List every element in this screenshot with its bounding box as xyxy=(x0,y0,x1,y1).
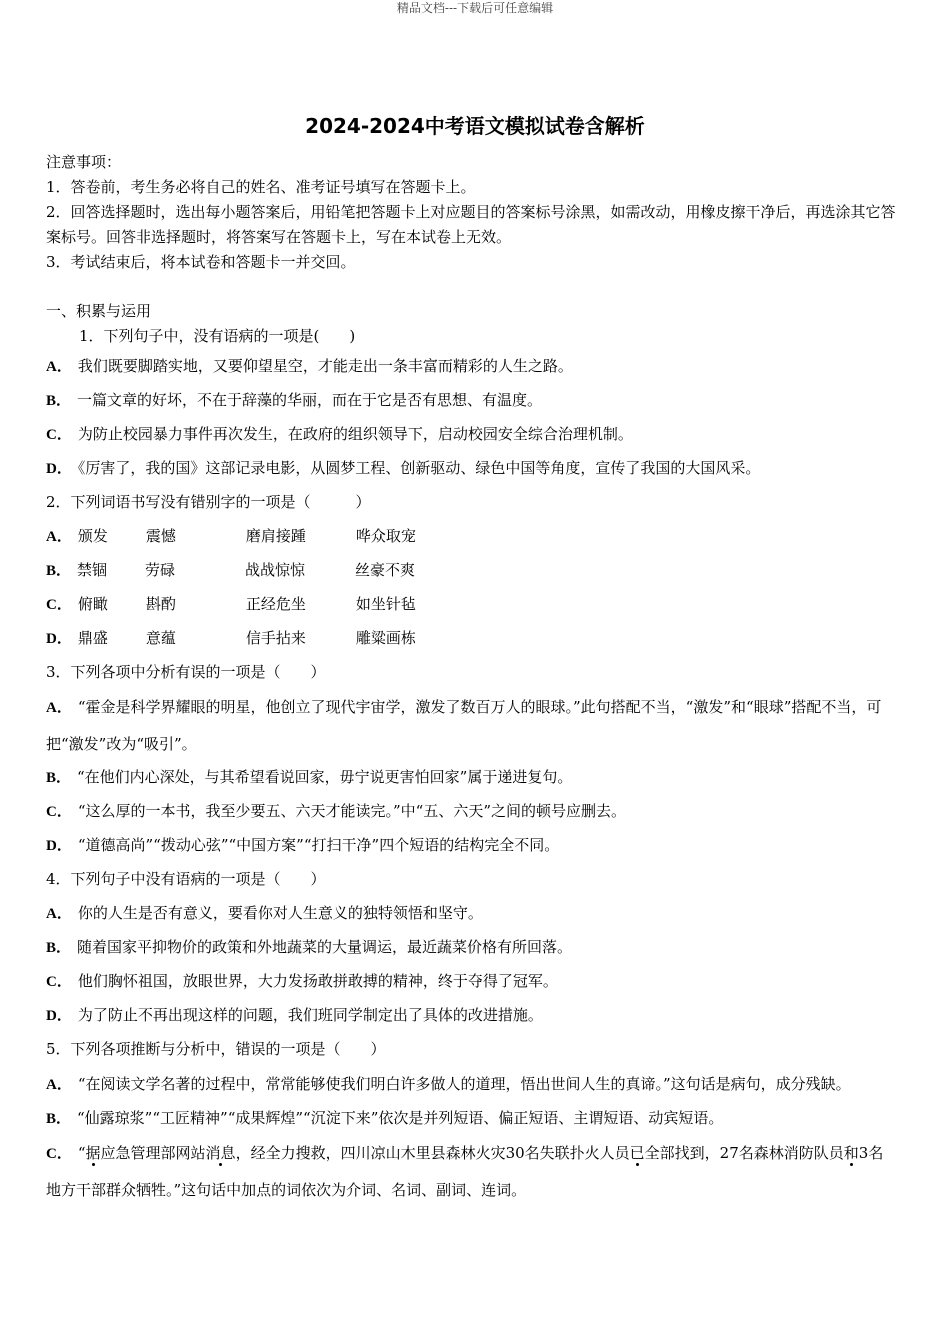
dotted-word: 据 xyxy=(85,1144,101,1162)
option-label: D． xyxy=(46,461,72,477)
word: 斟酌 xyxy=(145,595,176,613)
q4-option-d xyxy=(46,998,896,1032)
q1-option-d xyxy=(46,451,896,485)
option-label: D． xyxy=(46,1008,72,1024)
word: 正经危坐 xyxy=(245,595,306,613)
word: 震憾 xyxy=(145,527,176,545)
q3-option-b xyxy=(46,760,896,794)
document-body xyxy=(46,150,896,1206)
option-text-part: 全部找到，27名森林消防队员 xyxy=(644,1144,844,1162)
q3-option-d xyxy=(46,828,896,862)
page-title: 2024-2024中考语文模拟试卷含解析 xyxy=(305,114,645,138)
option-label: B． xyxy=(46,940,72,956)
option-text: 我们既要脚踏实地，又要仰望星空，才能走出一条丰富而精彩的人生之路。 xyxy=(77,357,573,375)
notice-item-2: 2．回答选择题时，选出每小题答案后，用铅笔把答题卡上对应题目的答案标号涂黑，如需改动，用橡皮擦干净后，再选涂其它答案标号。回答非选择题时，将答案写在答题卡上，写在本试卷上无效。 xyxy=(46,203,896,246)
option-label: A． xyxy=(46,906,72,922)
option-label: A． xyxy=(46,529,72,545)
option-text: 为防止校园暴力事件再次发生，在政府的组织领导下，启动校园安全综合治理机制。 xyxy=(77,425,633,443)
dotted-word: 消息 xyxy=(205,1144,236,1162)
option-text: “这么厚的一本书，我至少要五、六天才能读完。”中“五、六天”之间的顿号应删去。 xyxy=(77,802,627,820)
notice-item-3: 3．考试结束后，将本试卷和答题卡一并交回。 xyxy=(46,253,356,271)
q1-option-a xyxy=(46,349,896,383)
q2-option-a xyxy=(46,519,896,553)
option-label: C． xyxy=(46,427,72,443)
option-label: B． xyxy=(46,393,72,409)
q1-option-b xyxy=(46,383,896,417)
word: 战战惊惊 xyxy=(245,561,306,579)
option-label: C． xyxy=(46,804,72,820)
option-text: “在阅读文学名著的过程中，常常能够使我们明白许多做人的道理，悟出世间人生的真谛。”这句话是病句，成分残缺。 xyxy=(77,1075,851,1093)
q2-option-b xyxy=(46,553,896,587)
option-text: “道德高尚”“拨动心弦”“中国方案”“打扫干净”四个短语的结构完全不同。 xyxy=(77,836,560,854)
dotted-word: 已 xyxy=(629,1144,645,1162)
section-heading: 一、积累与运用 xyxy=(46,302,152,320)
question-5-stem: 5．下列各项推断与分析中，错误的一项是（ ） xyxy=(46,1040,386,1058)
q3-option-a xyxy=(46,689,896,762)
option-text-part: 应急管理部网站 xyxy=(100,1144,206,1162)
option-label: A． xyxy=(46,1077,72,1093)
notice-heading: 注意事项： xyxy=(46,153,122,171)
option-label: A． xyxy=(46,700,72,716)
word: 颁发 xyxy=(77,527,108,545)
dotted-word: 和 xyxy=(843,1144,859,1162)
notice-item-1: 1．答卷前，考生务必将自己的姓名、准考证号填写在答题卡上。 xyxy=(46,178,476,196)
word: 丝豪不爽 xyxy=(355,561,416,579)
option-label: A． xyxy=(46,359,72,375)
option-text-part: “ xyxy=(77,1144,86,1162)
option-text: “霍金是科学界耀眼的明星，他创立了现代宇宙学，激发了数百万人的眼球。”此句搭配不当，“激发”和“眼球”搭配不当，可把“激发”改为“吸引”。 xyxy=(46,698,882,753)
option-label: D． xyxy=(46,631,72,647)
option-label: C． xyxy=(46,974,72,990)
question-1-stem: 1．下列句子中，没有语病的一项是( ) xyxy=(79,327,356,345)
question-2-stem: 2．下列词语书写没有错别字的一项是（ ） xyxy=(46,493,371,511)
q5-option-b xyxy=(46,1101,896,1135)
option-text: 一篇文章的好坏，不在于辞藻的华丽，而在于它是否有思想、有温度。 xyxy=(77,391,543,409)
option-label: C． xyxy=(46,1146,72,1162)
q2-option-c xyxy=(46,587,896,621)
option-text: “仙露琼浆”“工匠精神”“成果辉煌”“沉淀下来”依次是并列短语、偏正短语、主谓短语、动宾短语。 xyxy=(77,1109,724,1127)
q4-option-b xyxy=(46,930,896,964)
option-text-part: 3名地方干部群众牺牲。”这句话中加点的词依次为介词、名词、副词、连词。 xyxy=(46,1144,884,1199)
q4-option-a xyxy=(46,896,896,930)
word: 意蕴 xyxy=(145,629,176,647)
option-label: C． xyxy=(46,597,72,613)
word: 俯瞰 xyxy=(77,595,108,613)
q5-option-a xyxy=(46,1066,896,1103)
q3-option-c xyxy=(46,794,896,828)
word: 劳碌 xyxy=(145,561,176,579)
word: 雕粱画栋 xyxy=(355,629,416,647)
page-header: 精品文档---下载后可任意编辑 xyxy=(396,1,554,15)
option-label: B． xyxy=(46,563,72,579)
question-4-stem: 4．下列句子中没有语病的一项是（ ） xyxy=(46,870,326,888)
option-text: 为了防止不再出现这样的问题，我们班同学制定出了具体的改进措施。 xyxy=(77,1006,543,1024)
option-label: B． xyxy=(46,770,72,786)
word: 鼎盛 xyxy=(77,629,108,647)
q2-option-d xyxy=(46,621,896,655)
option-text: “在他们内心深处，与其希望看说回家，毋宁说更害怕回家”属于递进复句。 xyxy=(77,768,573,786)
option-text: 你的人生是否有意义，要看你对人生意义的独特领悟和坚守。 xyxy=(77,904,483,922)
word: 如坐针毡 xyxy=(355,595,416,613)
q4-option-c xyxy=(46,964,896,998)
q5-option-c xyxy=(46,1135,896,1208)
q1-option-c xyxy=(46,417,896,451)
word: 磨肩接踵 xyxy=(245,527,306,545)
option-label: B． xyxy=(46,1111,72,1127)
option-label: D． xyxy=(46,838,72,854)
word: 哗众取宠 xyxy=(355,527,416,545)
question-3-stem: 3．下列各项中分析有误的一项是（ ） xyxy=(46,663,326,681)
word: 禁锢 xyxy=(77,561,108,579)
option-text: 《厉害了，我的国》这部记录电影，从圆梦工程、创新驱动、绿色中国等角度，宣传了我国的大国风采。 xyxy=(77,459,761,477)
option-text: 随着国家平抑物价的政策和外地蔬菜的大量调运，最近蔬菜价格有所回落。 xyxy=(77,938,573,956)
option-text: 他们胸怀祖国，放眼世界，大力发扬敢拼敢搏的精神，终于夺得了冠军。 xyxy=(77,972,558,990)
option-text-part: ，经全力搜救，四川凉山木里县森林火灾30名失联扑火人员 xyxy=(235,1144,630,1162)
word: 信手拈来 xyxy=(245,629,306,647)
